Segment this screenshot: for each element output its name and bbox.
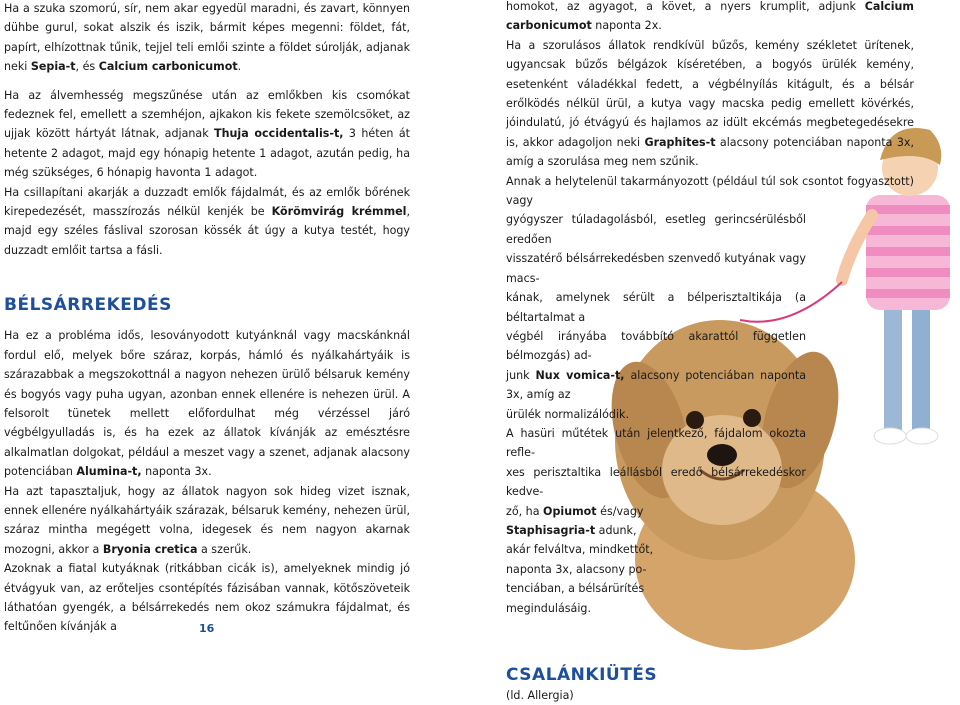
paragraph-wrapped — [506, 424, 914, 618]
paragraph: Ha a szuka szomorú, sír, nem akar egyedül maradni, és zavart, könnyen dühbe gurul, sokat alszik és iszik, bármit képes megenni: földet, fát, papírt, elhízottnak tűnik, tejjel teli emlői szinte a földet súrolják, adjanak neki Sepia-t, és Calcium carbonicumot. — [4, 2, 410, 74]
text-line: kának, amelynek sérült a bélperisztaltikája (a béltartalmat a — [506, 291, 806, 324]
text-line: ürülék normalizálódik. — [506, 407, 630, 421]
remedy-name: Calcium carbonicumot — [506, 0, 914, 33]
remedy-name: Thuja occidentalis-t, — [214, 127, 344, 141]
section-heading-belsarrekedes: BÉLSÁRREKEDÉS — [4, 295, 172, 316]
remedy-name: Sepia-t — [30, 60, 76, 74]
section-heading-csalankiutes: CSALÁNKIÜTÉS — [506, 665, 658, 685]
remedy-name: Alumina-t, — [76, 465, 142, 479]
remedy-name: Graphites-t — [644, 135, 716, 149]
remedy-name: Calcium carbonicumot — [98, 60, 238, 74]
remedy-name: Bryonia cretica — [102, 542, 198, 556]
text-line: Staphisagria-t adunk, — [506, 523, 637, 537]
paragraph: Ha csillapítani akarják a duzzadt emlők fájdalmát, és az emlők bőrének kirepedezését, masszírozás nélkül kenjék be Körömvirág krémmel, majd egy széles fáslival szorosan kössék át úgy a kutya testét, hogy duzzadt emlőit tartsa a fásli. — [4, 185, 410, 257]
text-line: Annak a helytelenül takarmányozott (például túl sok csontot fogyasztott) vagy — [506, 174, 914, 208]
remedy-name: Staphisagria-t — [506, 523, 596, 537]
remedy-name: Nux vomica-t, — [535, 368, 625, 382]
paragraph: Ha az álvemhesség megszűnése után az emlőkben kis csomókat fedeznek fel, emellett a szemhéjon, ajkakon kis fekete szemölcsöket, az ujjak között hártyát látnak, adjanak Thuja occidentalis-t, 3 héten át hetente 2 adagot, majd egy hónapig hetente 1 adagot, azután pedig, ha még szükséges, 6 hónapig havonta 1 adagot. — [4, 88, 410, 180]
paragraph: Azoknak a fiatal kutyáknak (ritkábban cicák is), amelyeknek mindig jó étvágyuk van, az erőteljes csontépítés fázisában vannak, kötőszöveteik láthatóan gyengék, a bélsárrekedés nem okoz számukra fájdalmat, és feltűnően kívánják a — [4, 562, 410, 634]
paragraph: Ha azt tapasztaljuk, hogy az állatok nagyon sok hideg vizet isznak, ennek ellenére nyálkahártyáik szárazak, bélsaruk kemény, nehezen ürül, száraz mintha megégett volna, idegesek és nem nagyon akarnak mozogni, akkor a Bryonia cretica a szerűk. — [4, 484, 410, 556]
text-line: megindulásáig. — [506, 601, 591, 615]
text-line: xes perisztaltika leállásból eredő bélsárrekedéskor kedve- — [506, 465, 806, 499]
text-line: visszatérő bélsárrekedésben szenvedő kutyának vagy macs- — [506, 252, 806, 285]
paragraph: Ha ez a probléma idős, lesoványodott kutyánknál vagy macskánknál fordul elő, melyek bőre száraz, korpás, hámló és nyálkahártyáik is szárazabbak a megszokottnál a nagyon nehezen ürülő bélsaruk kemény és bogyós vagy puha ugyan, azonban ennek ellenére is nehezen ürül. A felsorolt tünetek mellett előfordulhat még vérzéssel járó végbélgyulladás is, és ha ezek az állatok kívánják az emésztésre alkalmatlan dolgokat, például a meszet vagy a szenet, adjanak alacsony potenciában Alumina-t, naponta 3x. — [4, 329, 410, 479]
text-line: akár felváltva, mindkettőt, — [506, 543, 654, 557]
text-line: junk Nux vomica-t, alacsony potenciában naponta 3x, amíg az — [506, 368, 806, 402]
text-line: végbél irányába továbbító akarattól független bélmozgás) ad- — [506, 329, 806, 363]
paragraph: Ha a szorulásos állatok rendkívül bűzős, kemény székletet ürítenek, ugyancsak bűzős bélgázok kíséretében, a bogyós ürülék kemény, esetenként váladékkal fedett, a végbélnyílás kitágult, és a bélsár erőlködés nélkül ürül, a kutya vagy macska pedig emellett kövérkés, jóindulatú, jó étvágyú és hajlamos az idült ekcémás megbetegedésekre is, akkor adagoljon neki Graphites-t alacsony potenciában naponta 3x, amíg a szorulása meg nem szűnik. — [506, 38, 914, 169]
remedy-name: Opiumot — [543, 504, 597, 518]
page-number: 16 — [199, 622, 215, 635]
paragraph-wrapped — [506, 172, 914, 424]
right-column — [506, 0, 914, 705]
left-column — [4, 0, 410, 637]
cross-reference-note: (ld. Allergia) — [506, 689, 574, 702]
text-line: naponta 3x, alacsony po- — [506, 562, 647, 576]
text-line: A hasüri műtétek után jelentkező, fájdalom okozta refle- — [506, 426, 806, 460]
text-line: gyógyszer túladagolásból, esetleg gerincsérülésből eredően — [506, 213, 806, 246]
text-line: ző, ha Opiumot és/vagy — [506, 504, 644, 518]
paragraph: homokot, az agyagot, a követ, a nyers krumplit, adjunk Calcium carbonicumot naponta 2x. — [506, 0, 914, 33]
text-line: tenciában, a bélsárürítés — [506, 582, 645, 596]
remedy-name: Körömvirág krémmel — [271, 205, 407, 219]
